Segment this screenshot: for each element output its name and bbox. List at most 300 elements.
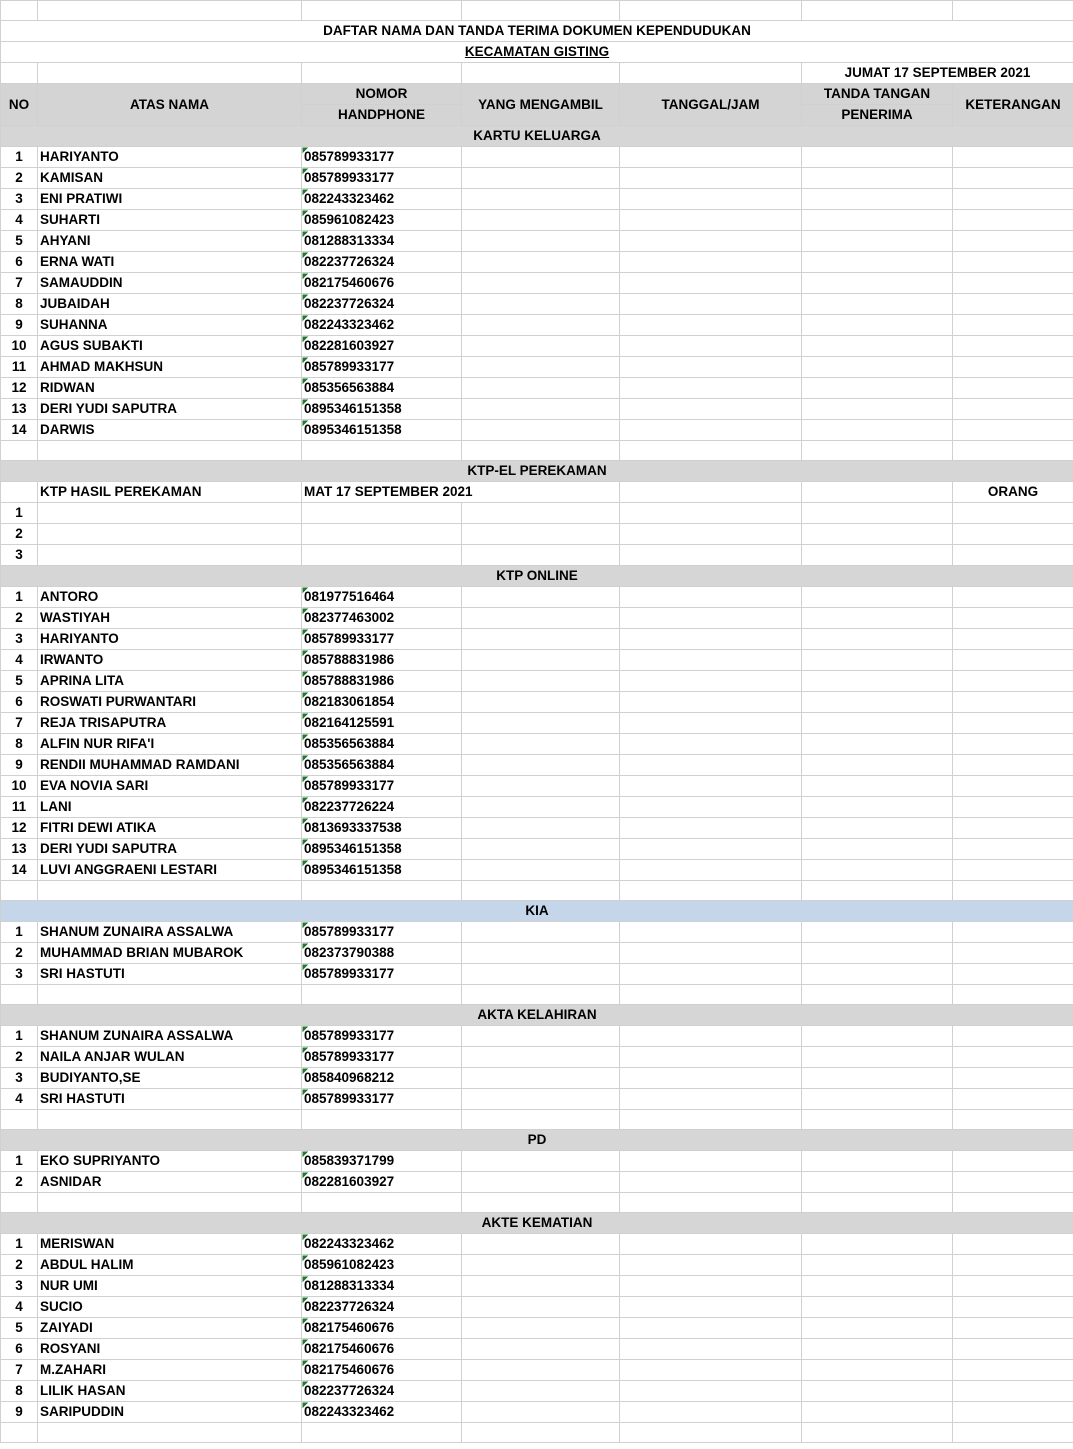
row-tanda-tangan[interactable] xyxy=(802,943,953,964)
row-tanggal-jam[interactable] xyxy=(620,294,802,315)
row-keterangan[interactable] xyxy=(953,1255,1073,1276)
row-yang-mengambil[interactable] xyxy=(462,1151,620,1172)
row-yang-mengambil[interactable] xyxy=(462,1381,620,1402)
row-tanda-tangan[interactable] xyxy=(802,210,953,231)
row-tanda-tangan[interactable] xyxy=(802,168,953,189)
row-keterangan[interactable] xyxy=(953,776,1073,797)
row-yang-mengambil[interactable] xyxy=(462,1360,620,1381)
row-tanggal-jam[interactable] xyxy=(620,964,802,985)
row-tanggal-jam[interactable] xyxy=(620,252,802,273)
empty-cell xyxy=(1,881,38,901)
row-tanggal-jam[interactable] xyxy=(620,147,802,168)
row-tanda-tangan[interactable] xyxy=(802,860,953,881)
row-name: MERISWAN xyxy=(38,1234,302,1255)
row-yang-mengambil[interactable] xyxy=(462,336,620,357)
row-keterangan[interactable] xyxy=(953,231,1073,252)
table-row xyxy=(1,420,1073,441)
row-tanda-tangan[interactable] xyxy=(802,524,953,545)
row-yang-mengambil[interactable] xyxy=(462,860,620,881)
empty-cell xyxy=(953,1193,1073,1213)
row-yang-mengambil[interactable] xyxy=(462,650,620,671)
row-tanggal-jam[interactable] xyxy=(620,399,802,420)
row-keterangan[interactable] xyxy=(953,420,1073,441)
row-keterangan[interactable] xyxy=(953,273,1073,294)
section-title: PD xyxy=(1,1130,1073,1151)
row-number: 8 xyxy=(1,294,38,315)
row-tanda-tangan[interactable] xyxy=(802,1047,953,1068)
row-tanda-tangan[interactable] xyxy=(802,650,953,671)
row-yang-mengambil[interactable] xyxy=(462,629,620,650)
section-header-row xyxy=(1,126,1073,147)
row-number: 13 xyxy=(1,839,38,860)
row-number: 7 xyxy=(1,1360,38,1381)
table-row xyxy=(1,336,1073,357)
table-row xyxy=(1,189,1073,210)
row-tanda-tangan[interactable] xyxy=(802,713,953,734)
table-row xyxy=(1,210,1073,231)
row-tanda-tangan[interactable] xyxy=(802,608,953,629)
row-phone xyxy=(302,503,462,524)
row-yang-mengambil[interactable] xyxy=(462,189,620,210)
header-keterangan: KETERANGAN xyxy=(953,84,1073,126)
row-name: WASTIYAH xyxy=(38,608,302,629)
row-phone: 082377463002 xyxy=(302,608,462,629)
row-tanda-tangan[interactable] xyxy=(802,629,953,650)
row-phone: 085789933177 xyxy=(302,964,462,985)
row-phone: 085789933177 xyxy=(302,357,462,378)
row-tanggal-jam[interactable] xyxy=(620,1339,802,1360)
empty-cell xyxy=(953,441,1073,461)
row-yang-mengambil[interactable] xyxy=(462,210,620,231)
row-tanggal-jam[interactable] xyxy=(620,1255,802,1276)
row-yang-mengambil[interactable] xyxy=(462,273,620,294)
row-tanggal-jam[interactable] xyxy=(620,420,802,441)
row-yang-mengambil[interactable] xyxy=(462,692,620,713)
row-tanda-tangan[interactable] xyxy=(802,1255,953,1276)
row-yang-mengambil[interactable] xyxy=(462,231,620,252)
row-keterangan[interactable] xyxy=(953,587,1073,608)
row-number: 2 xyxy=(1,1172,38,1193)
row-tanda-tangan[interactable] xyxy=(802,797,953,818)
row-yang-mengambil[interactable] xyxy=(462,420,620,441)
section-header-row xyxy=(1,1213,1073,1234)
row-number: 3 xyxy=(1,1068,38,1089)
row-yang-mengambil[interactable] xyxy=(462,818,620,839)
row-yang-mengambil[interactable] xyxy=(462,1339,620,1360)
row-tanggal-jam[interactable] xyxy=(620,168,802,189)
row-tanda-tangan[interactable] xyxy=(802,252,953,273)
row-tanda-tangan[interactable] xyxy=(802,1026,953,1047)
row-tanggal-jam[interactable] xyxy=(620,1402,802,1423)
row-name: FITRI DEWI ATIKA xyxy=(38,818,302,839)
empty-cell xyxy=(38,1193,302,1213)
row-keterangan[interactable] xyxy=(953,168,1073,189)
row-name: LANI xyxy=(38,797,302,818)
row-yang-mengambil[interactable] xyxy=(462,1172,620,1193)
row-tanggal-jam[interactable] xyxy=(620,755,802,776)
document-title: DAFTAR NAMA DAN TANDA TERIMA DOKUMEN KEPENDUDUKAN xyxy=(1,21,1073,42)
row-yang-mengambil[interactable] xyxy=(462,1068,620,1089)
row-number: 2 xyxy=(1,1255,38,1276)
row-tanda-tangan[interactable] xyxy=(802,1276,953,1297)
row-yang-mengambil[interactable] xyxy=(462,1255,620,1276)
row-yang-mengambil[interactable] xyxy=(462,399,620,420)
empty-cell xyxy=(802,1110,953,1130)
row-keterangan[interactable] xyxy=(953,839,1073,860)
row-yang-mengambil[interactable] xyxy=(462,503,620,524)
row-keterangan[interactable] xyxy=(953,1360,1073,1381)
row-tanggal-jam[interactable] xyxy=(620,797,802,818)
row-yang-mengambil[interactable] xyxy=(462,252,620,273)
row-tanggal-jam[interactable] xyxy=(620,336,802,357)
empty-cell xyxy=(302,881,462,901)
row-tanda-tangan[interactable] xyxy=(802,545,953,566)
row-tanda-tangan[interactable] xyxy=(802,1089,953,1110)
row-tanda-tangan[interactable] xyxy=(802,755,953,776)
row-number: 2 xyxy=(1,1047,38,1068)
row-tanggal-jam[interactable] xyxy=(620,378,802,399)
row-name: ANTORO xyxy=(38,587,302,608)
row-keterangan[interactable] xyxy=(953,189,1073,210)
row-tanggal-jam[interactable] xyxy=(620,1172,802,1193)
row-yang-mengambil[interactable] xyxy=(462,1089,620,1110)
row-number: 1 xyxy=(1,922,38,943)
row-number: 6 xyxy=(1,692,38,713)
section-header-row xyxy=(1,461,1073,482)
row-keterangan[interactable] xyxy=(953,210,1073,231)
row-yang-mengambil[interactable] xyxy=(462,1047,620,1068)
row-tanda-tangan[interactable] xyxy=(802,231,953,252)
empty-cell xyxy=(462,1193,620,1213)
row-yang-mengambil[interactable] xyxy=(462,755,620,776)
row-keterangan[interactable] xyxy=(953,734,1073,755)
row-tanggal-jam[interactable] xyxy=(620,210,802,231)
row-tanggal-jam[interactable] xyxy=(620,1089,802,1110)
row-phone xyxy=(302,524,462,545)
empty-cell xyxy=(953,1110,1073,1130)
table-row xyxy=(1,671,1073,692)
row-tanda-tangan[interactable] xyxy=(802,587,953,608)
row-keterangan[interactable] xyxy=(953,147,1073,168)
row-name: HARIYANTO xyxy=(38,147,302,168)
row-tanda-tangan[interactable] xyxy=(802,1172,953,1193)
row-tanda-tangan[interactable] xyxy=(802,147,953,168)
row-tanda-tangan[interactable] xyxy=(802,1068,953,1089)
row-keterangan[interactable] xyxy=(953,608,1073,629)
row-yang-mengambil[interactable] xyxy=(462,1234,620,1255)
row-tanda-tangan[interactable] xyxy=(802,734,953,755)
row-tanggal-jam[interactable] xyxy=(620,273,802,294)
row-tanda-tangan[interactable] xyxy=(802,503,953,524)
row-keterangan[interactable] xyxy=(953,1068,1073,1089)
row-keterangan[interactable] xyxy=(953,818,1073,839)
empty-cell xyxy=(1,1110,38,1130)
row-tanda-tangan[interactable] xyxy=(802,1297,953,1318)
row-name: ASNIDAR xyxy=(38,1172,302,1193)
row-keterangan[interactable] xyxy=(953,755,1073,776)
row-number: 4 xyxy=(1,650,38,671)
row-tanggal-jam[interactable] xyxy=(620,734,802,755)
row-keterangan[interactable] xyxy=(953,629,1073,650)
row-keterangan[interactable] xyxy=(953,294,1073,315)
row-tanggal-jam[interactable] xyxy=(620,189,802,210)
row-yang-mengambil[interactable] xyxy=(462,524,620,545)
row-number: 12 xyxy=(1,378,38,399)
subtitle-row xyxy=(1,42,1073,63)
row-tanggal-jam[interactable] xyxy=(620,943,802,964)
row-tanggal-jam[interactable] xyxy=(620,1047,802,1068)
row-keterangan[interactable] xyxy=(953,1089,1073,1110)
row-phone: 085789933177 xyxy=(302,168,462,189)
row-tanda-tangan[interactable] xyxy=(802,1339,953,1360)
row-tanda-tangan[interactable] xyxy=(802,1318,953,1339)
row-keterangan[interactable] xyxy=(953,797,1073,818)
row-keterangan[interactable] xyxy=(953,1381,1073,1402)
header-nomor: NOMOR xyxy=(302,84,462,105)
table-row xyxy=(1,1381,1073,1402)
row-name: DERI YUDI SAPUTRA xyxy=(38,839,302,860)
row-name: SUHARTI xyxy=(38,210,302,231)
row-keterangan[interactable] xyxy=(953,315,1073,336)
row-tanda-tangan[interactable] xyxy=(802,671,953,692)
row-name: MUHAMMAD BRIAN MUBAROK xyxy=(38,943,302,964)
row-keterangan[interactable] xyxy=(953,692,1073,713)
row-tanda-tangan[interactable] xyxy=(802,315,953,336)
row-yang-mengambil[interactable] xyxy=(462,1318,620,1339)
table-row xyxy=(1,1402,1073,1423)
row-yang-mengambil[interactable] xyxy=(462,147,620,168)
row-tanggal-jam[interactable] xyxy=(620,713,802,734)
row-number: 14 xyxy=(1,420,38,441)
row-tanggal-jam[interactable] xyxy=(620,629,802,650)
table-row xyxy=(1,1089,1073,1110)
empty-cell xyxy=(620,1110,802,1130)
row-name: AGUS SUBAKTI xyxy=(38,336,302,357)
row-number: 10 xyxy=(1,776,38,797)
row-number: 3 xyxy=(1,189,38,210)
empty-cell xyxy=(1,441,38,461)
row-yang-mengambil[interactable] xyxy=(462,797,620,818)
row-number: 5 xyxy=(1,671,38,692)
empty-cell xyxy=(620,482,802,503)
row-name: SRI HASTUTI xyxy=(38,964,302,985)
empty-cell xyxy=(802,985,953,1005)
row-tanda-tangan[interactable] xyxy=(802,1402,953,1423)
row-phone: 082243323462 xyxy=(302,315,462,336)
row-tanda-tangan[interactable] xyxy=(802,1381,953,1402)
row-yang-mengambil[interactable] xyxy=(462,1026,620,1047)
row-yang-mengambil[interactable] xyxy=(462,378,620,399)
row-keterangan[interactable] xyxy=(953,1402,1073,1423)
row-yang-mengambil[interactable] xyxy=(462,587,620,608)
row-keterangan[interactable] xyxy=(953,964,1073,985)
row-tanda-tangan[interactable] xyxy=(802,922,953,943)
empty-cell xyxy=(802,441,953,461)
header-penerima: PENERIMA xyxy=(802,105,953,126)
row-tanggal-jam[interactable] xyxy=(620,231,802,252)
row-keterangan[interactable] xyxy=(953,1339,1073,1360)
header-tanggal-jam: TANGGAL/JAM xyxy=(620,84,802,126)
row-yang-mengambil[interactable] xyxy=(462,776,620,797)
row-yang-mengambil[interactable] xyxy=(462,545,620,566)
row-keterangan[interactable] xyxy=(953,252,1073,273)
row-keterangan[interactable] xyxy=(953,713,1073,734)
row-yang-mengambil[interactable] xyxy=(462,168,620,189)
row-tanggal-jam[interactable] xyxy=(620,1026,802,1047)
row-tanggal-jam[interactable] xyxy=(620,860,802,881)
row-name: SAMAUDDIN xyxy=(38,273,302,294)
row-phone: 085788831986 xyxy=(302,671,462,692)
row-tanggal-jam[interactable] xyxy=(620,922,802,943)
row-keterangan[interactable] xyxy=(953,1234,1073,1255)
row-tanda-tangan[interactable] xyxy=(802,839,953,860)
row-keterangan[interactable] xyxy=(953,524,1073,545)
row-tanda-tangan[interactable] xyxy=(802,294,953,315)
row-tanggal-jam[interactable] xyxy=(620,1318,802,1339)
row-keterangan[interactable] xyxy=(953,357,1073,378)
row-keterangan[interactable] xyxy=(953,1172,1073,1193)
row-tanggal-jam[interactable] xyxy=(620,650,802,671)
empty-cell xyxy=(953,881,1073,901)
row-name: LUVI ANGGRAENI LESTARI xyxy=(38,860,302,881)
header-row-top xyxy=(1,84,1073,105)
row-tanggal-jam[interactable] xyxy=(620,1381,802,1402)
row-tanda-tangan[interactable] xyxy=(802,692,953,713)
table-row xyxy=(1,587,1073,608)
row-tanggal-jam[interactable] xyxy=(620,671,802,692)
row-tanda-tangan[interactable] xyxy=(802,336,953,357)
row-phone: 081288313334 xyxy=(302,231,462,252)
row-keterangan[interactable] xyxy=(953,1276,1073,1297)
row-number: 9 xyxy=(1,755,38,776)
empty-cell xyxy=(462,881,620,901)
row-tanggal-jam[interactable] xyxy=(620,357,802,378)
table-row xyxy=(1,608,1073,629)
row-name: AHYANI xyxy=(38,231,302,252)
row-tanggal-jam[interactable] xyxy=(620,776,802,797)
row-name xyxy=(38,545,302,566)
row-keterangan[interactable] xyxy=(953,378,1073,399)
row-keterangan[interactable] xyxy=(953,503,1073,524)
row-number: 8 xyxy=(1,1381,38,1402)
row-name: SHANUM ZUNAIRA ASSALWA xyxy=(38,1026,302,1047)
row-keterangan[interactable] xyxy=(953,671,1073,692)
row-keterangan[interactable] xyxy=(953,1151,1073,1172)
row-tanggal-jam[interactable] xyxy=(620,1151,802,1172)
row-tanda-tangan[interactable] xyxy=(802,1360,953,1381)
row-tanda-tangan[interactable] xyxy=(802,399,953,420)
row-yang-mengambil[interactable] xyxy=(462,671,620,692)
row-yang-mengambil[interactable] xyxy=(462,839,620,860)
row-keterangan[interactable] xyxy=(953,922,1073,943)
row-tanggal-jam[interactable] xyxy=(620,1360,802,1381)
row-keterangan[interactable] xyxy=(953,399,1073,420)
row-yang-mengambil[interactable] xyxy=(462,1297,620,1318)
row-tanda-tangan[interactable] xyxy=(802,273,953,294)
empty-cell xyxy=(802,1423,953,1443)
table-row xyxy=(1,545,1073,566)
table-row xyxy=(1,818,1073,839)
row-yang-mengambil[interactable] xyxy=(462,964,620,985)
row-number: 2 xyxy=(1,608,38,629)
row-tanggal-jam[interactable] xyxy=(620,524,802,545)
row-phone: 082183061854 xyxy=(302,692,462,713)
row-phone: 085789933177 xyxy=(302,147,462,168)
row-yang-mengambil[interactable] xyxy=(462,357,620,378)
table-row xyxy=(1,797,1073,818)
row-tanggal-jam[interactable] xyxy=(620,1297,802,1318)
row-tanda-tangan[interactable] xyxy=(802,1234,953,1255)
row-number: 12 xyxy=(1,818,38,839)
header-tanda-tangan: TANDA TANGAN xyxy=(802,84,953,105)
row-tanda-tangan[interactable] xyxy=(802,357,953,378)
row-yang-mengambil[interactable] xyxy=(462,608,620,629)
row-phone: 085789933177 xyxy=(302,629,462,650)
row-tanda-tangan[interactable] xyxy=(802,818,953,839)
row-yang-mengambil[interactable] xyxy=(462,734,620,755)
row-yang-mengambil[interactable] xyxy=(462,1402,620,1423)
row-tanda-tangan[interactable] xyxy=(802,378,953,399)
section-title: KIA xyxy=(1,901,1073,922)
row-keterangan[interactable] xyxy=(953,336,1073,357)
row-keterangan[interactable] xyxy=(953,1026,1073,1047)
row-yang-mengambil[interactable] xyxy=(462,713,620,734)
row-keterangan[interactable] xyxy=(953,860,1073,881)
row-keterangan[interactable] xyxy=(953,1318,1073,1339)
row-phone: 082237726324 xyxy=(302,1381,462,1402)
row-tanggal-jam[interactable] xyxy=(620,608,802,629)
row-yang-mengambil[interactable] xyxy=(462,943,620,964)
row-number: 3 xyxy=(1,1276,38,1297)
row-tanggal-jam[interactable] xyxy=(620,692,802,713)
row-tanggal-jam[interactable] xyxy=(620,503,802,524)
row-tanda-tangan[interactable] xyxy=(802,964,953,985)
row-tanggal-jam[interactable] xyxy=(620,587,802,608)
row-tanggal-jam[interactable] xyxy=(620,315,802,336)
table-row xyxy=(1,1318,1073,1339)
row-yang-mengambil[interactable] xyxy=(462,294,620,315)
row-phone: 082175460676 xyxy=(302,1339,462,1360)
title-row xyxy=(1,21,1073,42)
table-row xyxy=(1,1172,1073,1193)
row-tanggal-jam[interactable] xyxy=(620,1068,802,1089)
row-tanda-tangan[interactable] xyxy=(802,776,953,797)
row-tanggal-jam[interactable] xyxy=(620,1234,802,1255)
row-keterangan[interactable] xyxy=(953,943,1073,964)
row-tanggal-jam[interactable] xyxy=(620,545,802,566)
row-yang-mengambil[interactable] xyxy=(462,1276,620,1297)
spacer-row xyxy=(1,985,1073,1005)
row-yang-mengambil[interactable] xyxy=(462,922,620,943)
row-yang-mengambil[interactable] xyxy=(462,315,620,336)
row-tanggal-jam[interactable] xyxy=(620,839,802,860)
row-keterangan[interactable] xyxy=(953,650,1073,671)
empty-cell xyxy=(302,1423,462,1443)
row-keterangan[interactable] xyxy=(953,545,1073,566)
row-keterangan[interactable] xyxy=(953,1047,1073,1068)
row-tanggal-jam[interactable] xyxy=(620,1276,802,1297)
date-row xyxy=(1,63,1073,84)
row-name: BUDIYANTO,SE xyxy=(38,1068,302,1089)
row-tanda-tangan[interactable] xyxy=(802,189,953,210)
row-phone: 085789933177 xyxy=(302,1047,462,1068)
row-keterangan[interactable] xyxy=(953,1297,1073,1318)
row-phone: 0895346151358 xyxy=(302,860,462,881)
row-tanggal-jam[interactable] xyxy=(620,818,802,839)
row-tanda-tangan[interactable] xyxy=(802,420,953,441)
row-tanda-tangan[interactable] xyxy=(802,1151,953,1172)
row-name: SRI HASTUTI xyxy=(38,1089,302,1110)
